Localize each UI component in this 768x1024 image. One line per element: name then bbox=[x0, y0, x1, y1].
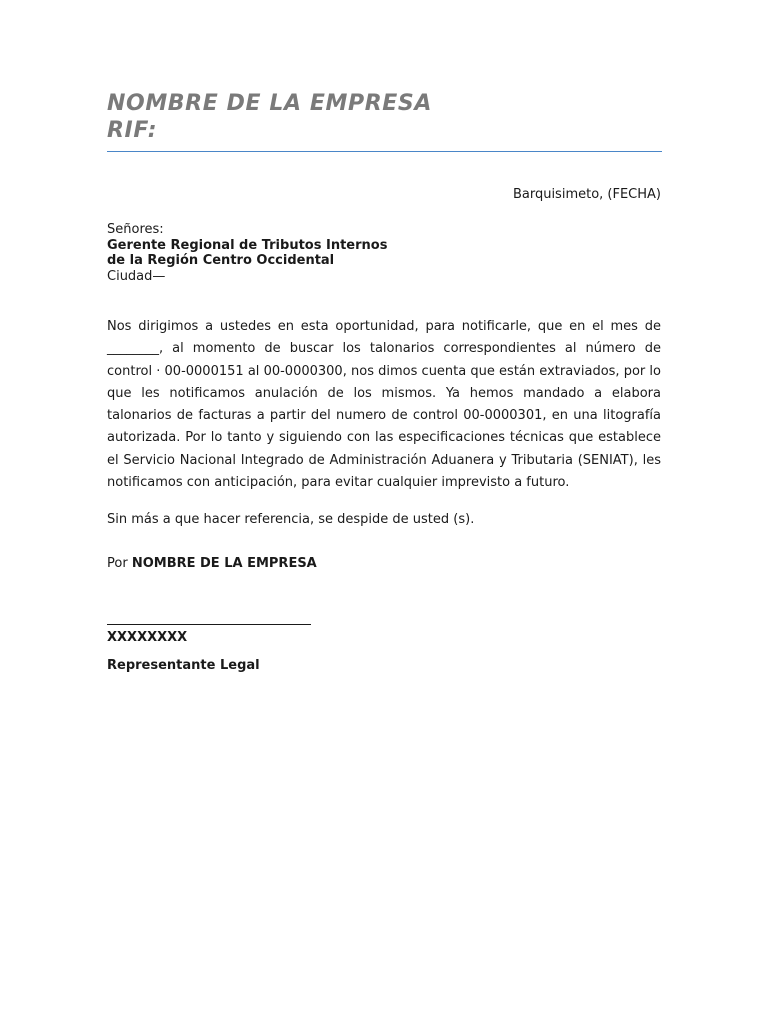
closing-line: Sin más a que hacer referencia, se despide de usted (s). bbox=[107, 512, 475, 527]
signature-line bbox=[107, 624, 311, 625]
recipient-line-1: Gerente Regional de Tributos Internos bbox=[107, 237, 388, 253]
por-company-name: NOMBRE DE LA EMPRESA bbox=[131, 556, 317, 571]
date-line: Barquisimeto, (FECHA) bbox=[512, 187, 661, 202]
signer-title: Representante Legal bbox=[107, 658, 260, 673]
letterhead-divider bbox=[107, 151, 662, 152]
body-paragraph: Nos dirigimos a ustedes en esta oportunidad, para notificarle, que en el mes de ________, al momento de buscar los talonarios correspondientes al número de control · 00-0000151 al 00-0000300, nos dimos cuenta que están extraviados, por lo que les notificamos anulación de los mismos. Ya hemos mandado a elabora talonarios de facturas a partir del numero de control 00-0000301, en una litografía autorizada. Por lo tanto y siguiendo con las especificaciones técnicas que establece el Servicio Nacional Integrado de Administración Aduanera y Tributaria (SENIAT), les notificamos con anticipación, para evitar cualquier imprevisto a futuro. bbox=[107, 319, 661, 491]
recipient-line-2: de la Región Centro Occidental bbox=[107, 253, 335, 268]
recipient-salutation: Señores: bbox=[107, 222, 164, 237]
recipient-city: Ciudad— bbox=[107, 268, 166, 284]
recipient-block bbox=[107, 222, 387, 284]
company-name: NOMBRE DE LA EMPRESA bbox=[107, 91, 432, 116]
letterhead bbox=[107, 90, 662, 144]
company-rif-label: RIF: bbox=[107, 118, 158, 143]
signer-name: XXXXXXXX bbox=[107, 630, 188, 645]
por-prefix: Por bbox=[107, 556, 128, 571]
por-line bbox=[107, 555, 317, 573]
